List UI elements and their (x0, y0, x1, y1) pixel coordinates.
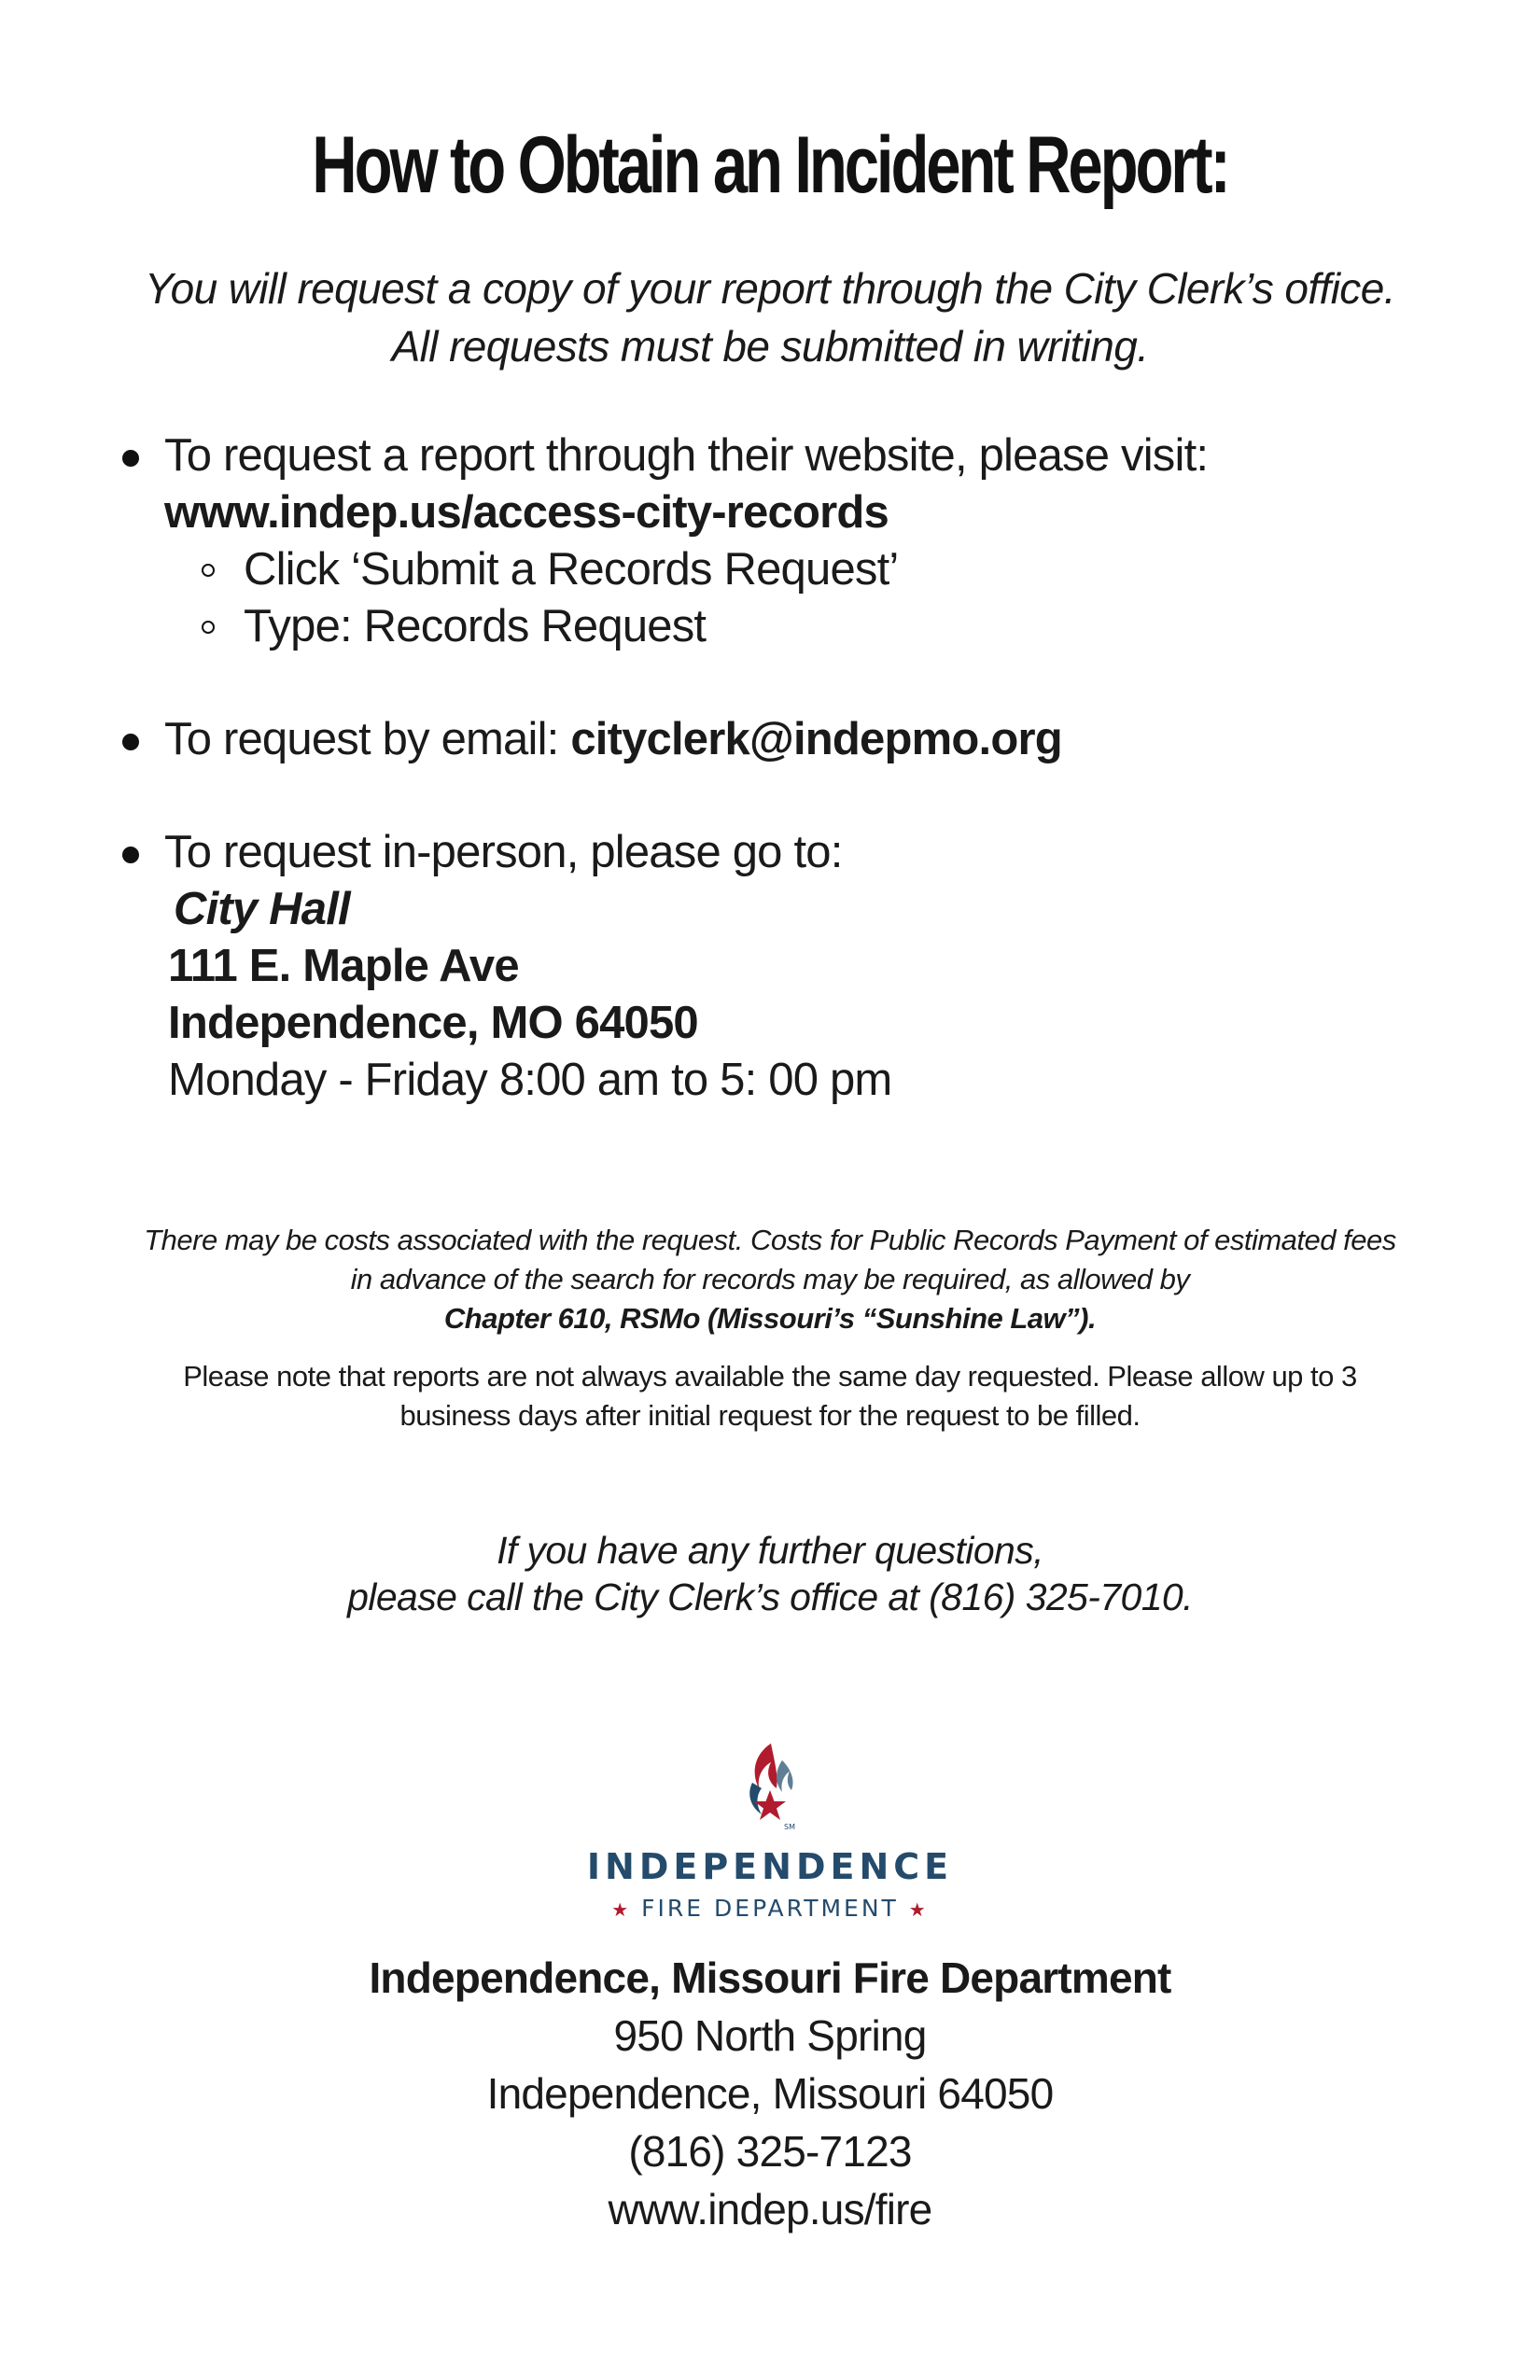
website-request-item (119, 427, 1463, 541)
website-step-2-text: Type: Records Request (244, 601, 707, 651)
city-hall-hours: Monday - Friday 8:00 am to 5: 00 pm (168, 1055, 892, 1105)
city-hall-street: 111 E. Maple Ave (168, 941, 519, 991)
availability-note (0, 1357, 1540, 1435)
logo-wordmark: INDEPENDENCE (586, 1846, 954, 1887)
website-step-1-text: Click ‘Submit a Records Request’ (244, 544, 899, 595)
inperson-request-text: To request in-person, please go to: (164, 827, 843, 877)
logo-subtitle (555, 1895, 985, 1922)
flame-star-icon (737, 1742, 803, 1835)
logo-subtitle-text: FIRE DEPARTMENT (641, 1895, 899, 1922)
sub-bullet-icon (202, 621, 215, 634)
questions-line-1: If you have any further questions, (497, 1529, 1043, 1572)
department-city: Independence, Missouri 64050 (486, 2069, 1054, 2118)
department-website-link[interactable]: www.indep.us/fire (608, 2185, 932, 2233)
note-line-1: Please note that reports are not always available the same day requested. Please allow up to 3 (183, 1360, 1357, 1393)
inperson-request-item (119, 824, 1463, 881)
bullet-icon (122, 734, 139, 750)
questions-line-2: please call the City Clerk’s office at (816) 325-7010. (347, 1575, 1193, 1618)
intro-line-2: All requests must be submitted in writing. (391, 322, 1149, 371)
sub-bullet-icon (202, 564, 215, 577)
city-hall-city: Independence, MO 64050 (168, 998, 698, 1048)
website-step-2 (119, 598, 1463, 655)
intro-line-1: You will request a copy of your report through the City Clerk’s office. (145, 264, 1395, 313)
website-step-1 (119, 541, 1463, 598)
page-title: How to Obtain an Incident Report: (312, 120, 1228, 210)
email-request-text: To request by email: (164, 714, 571, 764)
fire-department-logo (555, 1736, 985, 1923)
logo-sm-mark: SM (784, 1823, 795, 1831)
questions-text (0, 1527, 1540, 1620)
fees-notice (0, 1221, 1540, 1338)
department-contact (0, 1949, 1540, 2238)
intro-text (0, 259, 1540, 375)
request-methods-list (119, 427, 1463, 1109)
department-phone: (816) 325-7123 (628, 2127, 912, 2176)
department-street: 950 North Spring (613, 2011, 927, 2060)
bullet-icon (122, 847, 139, 863)
city-hall-address (119, 881, 1463, 1109)
fees-line-2: in advance of the search for records may be required, as allowed by (350, 1263, 1190, 1295)
clerk-email-link[interactable]: cityclerk@indepmo.org (570, 714, 1062, 764)
email-request-item (119, 711, 1463, 768)
department-name: Independence, Missouri Fire Department (369, 1953, 1171, 2002)
fees-line-3: Chapter 610, RSMo (Missouri’s “Sunshine Law”). (443, 1302, 1097, 1335)
star-icon: ★ (611, 1898, 632, 1921)
city-hall-name: City Hall (174, 884, 350, 934)
website-request-text: To request a report through their website, please visit: (164, 430, 1209, 481)
records-website-link[interactable]: www.indep.us/access-city-records (164, 487, 889, 538)
note-line-2: business days after initial request for the request to be filled. (399, 1399, 1141, 1432)
star-icon: ★ (908, 1898, 929, 1921)
bullet-icon (122, 450, 139, 467)
fees-line-1: There may be costs associated with the request. Costs for Public Records Payment of estimated fees (144, 1224, 1396, 1256)
